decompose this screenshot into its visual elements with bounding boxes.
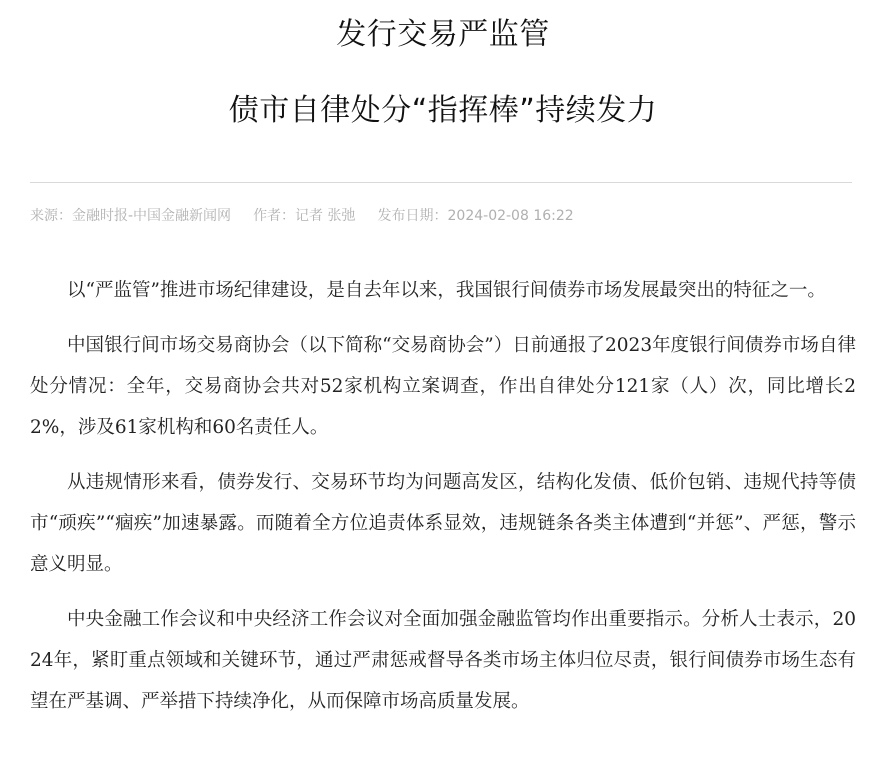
title-divider [30,182,852,183]
article-body [30,270,856,736]
article-title-line-2: 债市自律处分“指挥棒”持续发力 [228,93,658,128]
meta-author: 作者：记者 张弛 [253,208,356,224]
article-paragraph: 以“严监管”推进市场纪律建设，是自去年以来，我国银行间债券市场发展最突出的特征之一。 [67,280,826,301]
article-paragraph: 从违规情形来看，债券发行、交易环节均为问题高发区，结构化发债、低价包销、违规代持等债市“顽疾”“痼疾”加速暴露。而随着全方位追责体系显效，违规链条各类主体遭到“并惩”、严惩，警示意义明显。 [30,472,856,575]
meta-source: 来源：金融时报-中国金融新闻网 [30,208,232,224]
article-paragraph: 中国银行间市场交易商协会（以下简称“交易商协会”）日前通报了2023年度银行间债券市场自律处分情况：全年，交易商协会共对52家机构立案调查，作出自律处分121家（人）次，同比增长22%，涉及61家机构和60名责任人。 [30,335,856,438]
article-meta [30,205,574,227]
article-paragraph: 中央金融工作会议和中央经济工作会议对全面加强金融监管均作出重要指示。分析人士表示，2024年，紧盯重点领域和关键环节，通过严肃惩戒督导各类市场主体归位尽责，银行间债券市场生态有望在严基调、严举措下持续净化，从而保障市场高质量发展。 [30,609,856,712]
meta-date: 发布日期：2024-02-08 16:22 [377,208,574,224]
article-title-line-1: 发行交易严监管 [336,17,550,52]
